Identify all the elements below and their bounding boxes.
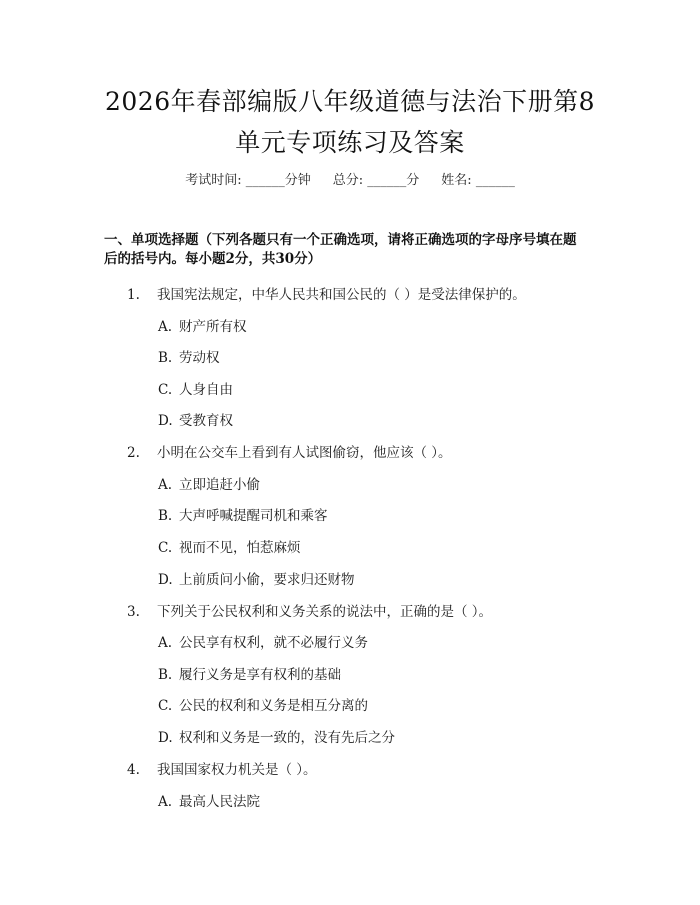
option-2d bbox=[158, 568, 355, 588]
option-text: 公民享有权利，就不必履行义务 bbox=[179, 635, 368, 651]
option-text: 受教育权 bbox=[179, 413, 233, 429]
option-text: 公民的权利和义务是相互分离的 bbox=[179, 698, 368, 714]
question-2 bbox=[127, 441, 607, 461]
option-text: 上前质问小偷，要求归还财物 bbox=[179, 572, 355, 588]
question-number: 4. bbox=[127, 762, 140, 778]
score-unit: 分 bbox=[406, 173, 420, 188]
question-text: 我国国家权力机关是（ ）。 bbox=[157, 762, 317, 778]
option-1d bbox=[158, 409, 233, 429]
time-blank: ______ bbox=[245, 173, 285, 188]
option-letter: B. bbox=[158, 508, 173, 524]
question-text: 下列关于公民权利和义务关系的说法中，正确的是（ ）。 bbox=[157, 604, 493, 620]
option-letter: A. bbox=[158, 477, 173, 493]
score-blank: ______ bbox=[367, 173, 407, 188]
section-heading-line2: 后的括号内。每小题2分，共30分） bbox=[104, 251, 322, 267]
option-1c bbox=[158, 378, 233, 398]
question-3 bbox=[127, 600, 607, 620]
time-unit: 分钟 bbox=[284, 173, 311, 188]
question-4 bbox=[127, 758, 607, 778]
option-text: 立即追赶小偷 bbox=[179, 477, 260, 493]
option-3a bbox=[158, 631, 368, 651]
option-letter: A. bbox=[158, 635, 173, 651]
option-2b bbox=[158, 504, 328, 524]
option-text: 劳动权 bbox=[179, 350, 220, 366]
name-blank: ______ bbox=[475, 173, 515, 188]
name-label: 姓名: bbox=[441, 173, 472, 188]
option-text: 人身自由 bbox=[179, 382, 233, 398]
option-letter: C. bbox=[158, 698, 173, 714]
option-1a bbox=[158, 315, 247, 335]
option-letter: D. bbox=[158, 413, 173, 429]
option-text: 履行义务是享有权利的基础 bbox=[179, 667, 341, 683]
question-text: 我国宪法规定，中华人民共和国公民的（ ）是受法律保护的。 bbox=[157, 287, 526, 303]
option-letter: A. bbox=[158, 319, 173, 335]
option-letter: A. bbox=[158, 794, 173, 810]
document-title-line1: 2026年春部编版八年级道德与法治下册第8 bbox=[104, 87, 596, 116]
option-letter: B. bbox=[158, 667, 173, 683]
exam-info bbox=[0, 169, 700, 188]
question-number: 2. bbox=[127, 445, 140, 461]
option-3b bbox=[158, 663, 341, 683]
question-number: 3. bbox=[127, 604, 140, 620]
option-text: 视而不见，怕惹麻烦 bbox=[179, 540, 301, 556]
question-1 bbox=[127, 283, 607, 303]
option-text: 最高人民法院 bbox=[179, 794, 260, 810]
option-letter: B. bbox=[158, 350, 173, 366]
time-label: 考试时间: bbox=[185, 173, 242, 188]
option-letter: C. bbox=[158, 540, 173, 556]
option-1b bbox=[158, 346, 220, 366]
option-3d bbox=[158, 726, 395, 746]
option-2c bbox=[158, 536, 301, 556]
document-title-line2: 单元专项练习及答案 bbox=[235, 128, 465, 157]
option-4a bbox=[158, 790, 260, 810]
question-number: 1. bbox=[127, 287, 140, 303]
score-label: 总分: bbox=[332, 173, 364, 188]
option-3c bbox=[158, 694, 368, 714]
option-letter: D. bbox=[158, 572, 173, 588]
section-heading-line1: 一、单项选择题（下列各题只有一个正确选项，请将正确选项的字母序号填在题 bbox=[104, 232, 577, 248]
question-text: 小明在公交车上看到有人试图偷窃，他应该（ ）。 bbox=[157, 445, 452, 461]
option-text: 权利和义务是一致的，没有先后之分 bbox=[179, 730, 395, 746]
option-letter: D. bbox=[158, 730, 173, 746]
option-text: 财产所有权 bbox=[179, 319, 247, 335]
option-text: 大声呼喊提醒司机和乘客 bbox=[179, 508, 328, 524]
option-2a bbox=[158, 473, 260, 493]
option-letter: C. bbox=[158, 382, 173, 398]
